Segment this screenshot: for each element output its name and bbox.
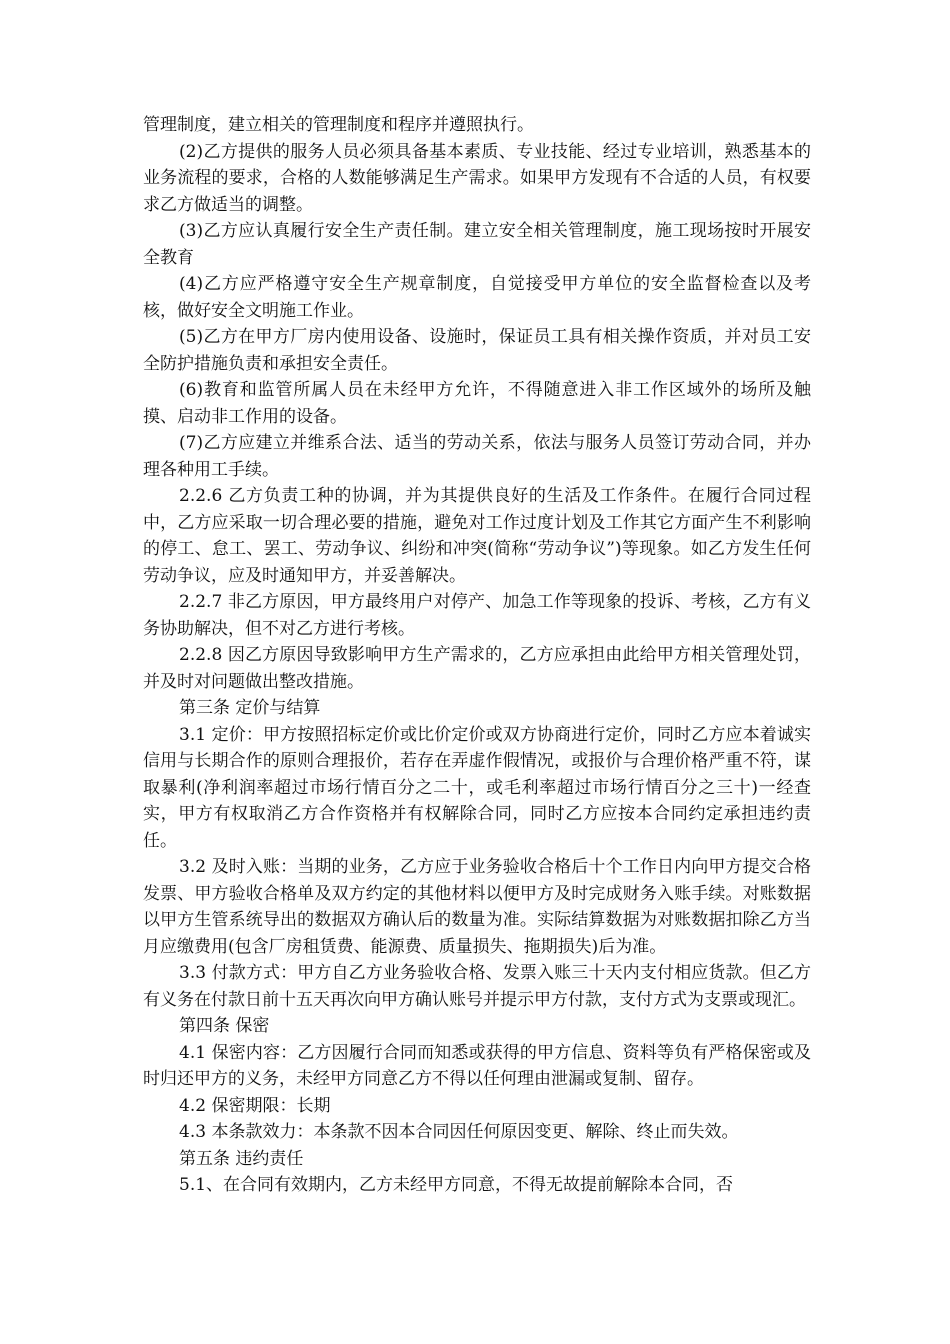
- paragraph-clause-3-3: 3.3 付款方式：甲方自乙方业务验收合格、发票入账三十天内支付相应货款。但乙方有义务在付款日前十五天再次向甲方确认账号并提示甲方付款，支付方式为支票或现汇。: [143, 963, 811, 1010]
- paragraph-item-3: (3)乙方应认真履行安全生产责任制。建立安全相关管理制度，施工现场按时开展安全教育: [143, 221, 811, 268]
- paragraph-clause-4-1: 4.1 保密内容：乙方因履行合同而知悉或获得的甲方信息、资料等负有严格保密或及时归还甲方的义务，未经甲方同意乙方不得以任何理由泄漏或复制、留存。: [143, 1042, 811, 1089]
- paragraph-item-7: (7)乙方应建立并维系合法、适当的劳动关系，依法与服务人员签订劳动合同，并办理各种用工手续。: [143, 433, 811, 480]
- paragraph-item-2: (2)乙方提供的服务人员必须具备基本素质、专业技能、经过专业培训，熟悉基本的业务流程的要求，合格的人数能够满足生产需求。如果甲方发现有不合适的人员，有权要求乙方做适当的调整。: [143, 141, 811, 215]
- paragraph-item-5: (5)乙方在甲方厂房内使用设备、设施时，保证员工具有相关操作资质，并对员工安全防护措施负责和承担安全责任。: [143, 327, 811, 374]
- paragraph-item-4: (4)乙方应严格遵守安全生产规章制度，自觉接受甲方单位的安全监督检查以及考核，做好安全文明施工作业。: [143, 274, 811, 321]
- section-heading-article-5: 第五条 违约责任: [179, 1148, 304, 1169]
- paragraph-clause-4-2: 4.2 保密期限：长期: [179, 1095, 331, 1116]
- paragraph-clause-3-1: 3.1 定价：甲方按照招标定价或比价定价或双方协商进行定价，同时乙方应本着诚实信用与长期合作的原则合理报价，若存在弄虚作假情况，或报价与合理价格严重不符，谋取暴利(净利润率超过市场行情百分之二十，或毛利率超过市场行情百分之三十)一经查实，甲方有权取消乙方合作资格并有权解除合同，同时乙方应按本合同约定承担违约责任。: [143, 724, 811, 851]
- paragraph-continuation: 管理制度，建立相关的管理制度和程序并遵照执行。: [143, 115, 534, 135]
- section-heading-article-4: 第四条 保密: [179, 1016, 270, 1036]
- paragraph-clause-2-2-6: 2.2.6 乙方负责工种的协调，并为其提供良好的生活及工作条件。在履行合同过程中，乙方应采取一切合理必要的措施，避免对工作过度计划及工作其它方面产生不利影响的停工、怠工、罢工、劳动争议、纠纷和冲突(简称“劳动争议”)等现象。如乙方发生任何劳动争议，应及时通知甲方，并妥善解决。: [143, 486, 811, 586]
- paragraph-item-6: (6)教育和监管所属人员在未经甲方允许，不得随意进入非工作区域外的场所及触摸、启动非工作用的设备。: [143, 380, 811, 427]
- paragraph-clause-5-1: 5.1、在合同有效期内，乙方未经甲方同意，不得无故提前解除本合同，否: [179, 1175, 734, 1195]
- document-page: [143, 112, 811, 1199]
- paragraph-clause-4-3: 4.3 本条款效力：本条款不因本合同因任何原因变更、解除、终止而失效。: [179, 1122, 739, 1142]
- paragraph-clause-2-2-8: 2.2.8 因乙方原因导致影响甲方生产需求的，乙方应承担由此给甲方相关管理处罚，并及时对问题做出整改措施。: [143, 645, 811, 692]
- paragraph-clause-3-2: 3.2 及时入账：当期的业务，乙方应于业务验收合格后十个工作日内向甲方提交合格发票、甲方验收合格单及双方约定的其他材料以便甲方及时完成财务入账手续。对账数据以甲方生管系统导出的数据双方确认后的数量为准。实际结算数据为对账数据扣除乙方当月应缴费用(包含厂房租赁费、能源费、质量损失、拖期损失)后为准。: [143, 857, 811, 957]
- paragraph-clause-2-2-7: 2.2.7 非乙方原因，甲方最终用户对停产、加急工作等现象的投诉、考核，乙方有义务协助解决，但不对乙方进行考核。: [143, 592, 811, 639]
- section-heading-article-3: 第三条 定价与结算: [179, 698, 321, 718]
